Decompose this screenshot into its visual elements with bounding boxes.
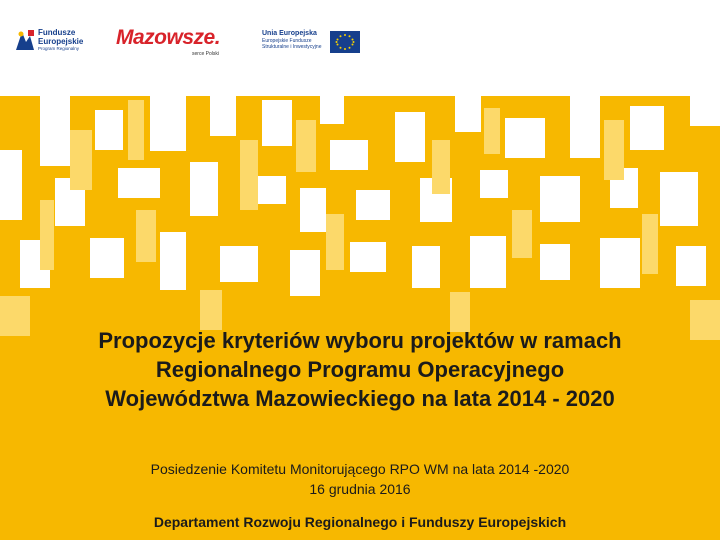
fundusze-line2: Europejskie (38, 37, 84, 46)
department-name: Departament Rozwoju Regionalnego i Funduszy Europejskich (153, 514, 567, 530)
title-line-3: Województwa Mazowieckiego na lata 2014 - 2020 (105, 386, 615, 411)
ue-title: Unia Europejska (262, 30, 317, 37)
slide-title (40, 326, 680, 413)
fundusze-line1: Fundusze (38, 28, 76, 37)
fundusze-europejskie-logo (14, 28, 104, 56)
mazowsze-logo (116, 26, 240, 58)
mazowsze-name: Mazowsze. (116, 26, 221, 49)
unia-europejska-logo (262, 30, 362, 56)
ue-sub2: Strukturalne i Inwestycyjne (262, 44, 322, 50)
title-line-1: Propozycje kryteriów wyboru projektów w ramach (98, 328, 622, 353)
slide-subtitle (60, 459, 660, 499)
fundusze-flag-icon (14, 28, 36, 52)
mazowsze-tagline: serce Polski (192, 51, 219, 57)
title-line-2: Regionalnego Programu Operacyjnego (155, 357, 565, 382)
ue-sub1: Europejskie Fundusze (262, 38, 312, 44)
subtitle-line-2: 16 grudnia 2016 (309, 481, 411, 497)
eu-flag-icon (330, 31, 360, 53)
subtitle-line-1: Posiedzenie Komitetu Monitorującego RPO WM na lata 2014 -2020 (150, 461, 570, 477)
fundusze-sub: Program Regionalny (38, 46, 80, 51)
